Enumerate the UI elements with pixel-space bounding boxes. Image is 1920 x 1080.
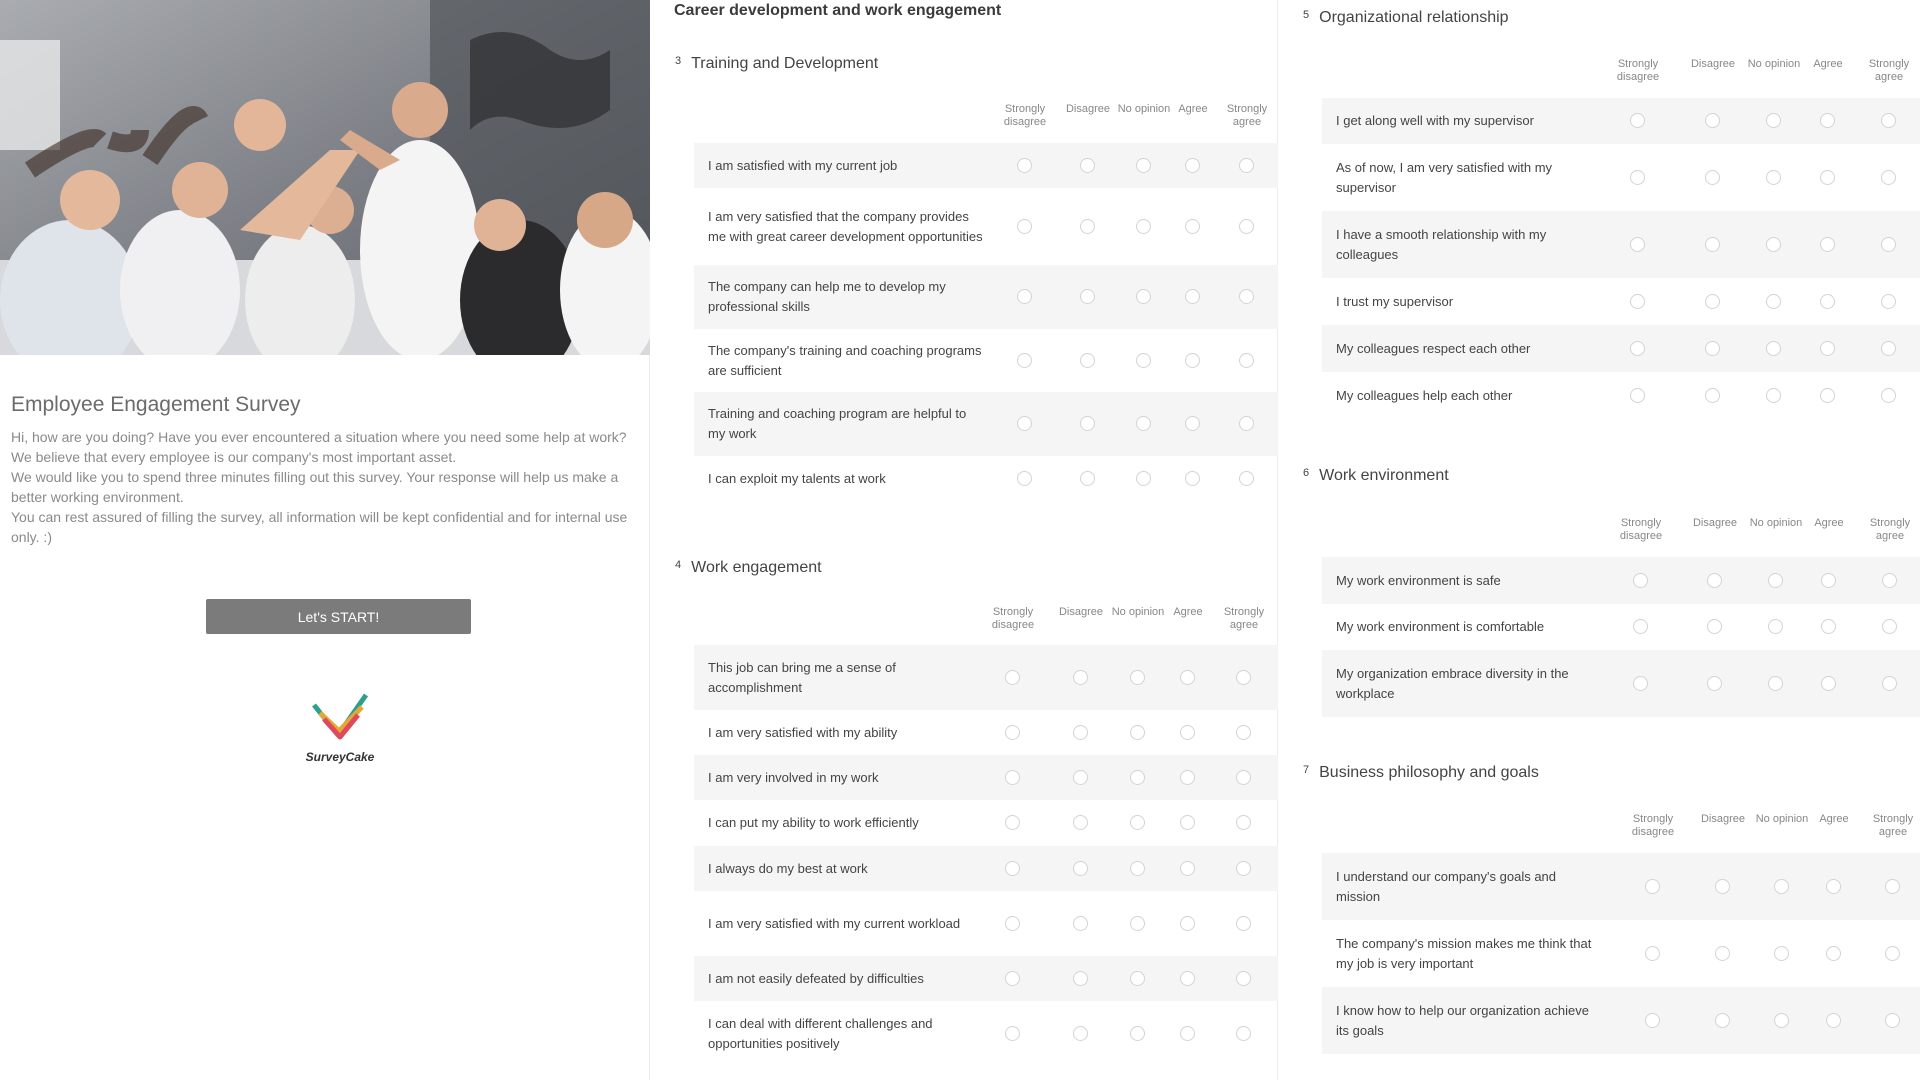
scale-label: Disagree [1692, 517, 1738, 529]
scale-label: Strongly disagree [1003, 103, 1047, 128]
answer-radio[interactable] [1005, 861, 1020, 876]
question-row [694, 755, 1278, 800]
question-text: The company's mission makes me think that my job is very important [1336, 935, 1592, 971]
surveycake-check-icon [310, 693, 370, 743]
question-text: I am very involved in my work [708, 769, 879, 785]
answer-radio[interactable] [1073, 861, 1088, 876]
question-row [694, 956, 1278, 1001]
intro-paragraph: You can rest assured of filling the survey, all information will be kept confidential and for internal use only. :) [11, 509, 628, 545]
answer-radio[interactable] [1180, 861, 1195, 876]
question-row [694, 891, 1278, 956]
answer-radio[interactable] [1236, 861, 1251, 876]
answer-radio[interactable] [1180, 971, 1195, 986]
section-number: 7 [1303, 764, 1310, 776]
scale-label: Disagree [1700, 813, 1746, 825]
answer-radio[interactable] [1005, 725, 1020, 740]
section-title: Organizational relationship [1319, 9, 1509, 26]
section-title: Work environment [1319, 467, 1449, 484]
answer-radio[interactable] [1645, 1013, 1660, 1028]
question-text: I am very satisfied with my current workload [708, 915, 961, 931]
scale-header [1279, 813, 1920, 839]
question-text: My work environment is safe [1336, 572, 1501, 588]
question-text: My work environment is comfortable [1336, 619, 1545, 634]
scale-label: Strongly disagree [991, 606, 1035, 631]
answer-radio[interactable] [1236, 725, 1251, 740]
answer-radio[interactable] [1180, 725, 1195, 740]
answer-radio[interactable] [1774, 879, 1789, 894]
question-text: I can deal with different challenges and opportunities positively [708, 1016, 933, 1051]
answer-radio[interactable] [1826, 879, 1841, 894]
question-text: As of now, I am very satisfied with my supervisor [1336, 159, 1553, 195]
scale-label: Strongly agree [1869, 517, 1911, 542]
scale-label: Strongly agree [1868, 58, 1910, 83]
answer-radio[interactable] [1826, 946, 1841, 961]
answer-radio[interactable] [1180, 770, 1195, 785]
answer-radio[interactable] [1236, 1026, 1251, 1041]
question-row [694, 710, 1278, 755]
question-text: I always do my best at work [708, 860, 868, 876]
question-text: The company can help me to develop my professional skills [708, 279, 946, 314]
question-text: My organization embrace diversity in the workplace [1336, 665, 1569, 701]
scale-header [651, 606, 1277, 632]
scale-label: Disagree [1065, 103, 1111, 115]
answer-radio[interactable] [1073, 770, 1088, 785]
scale-label: Agree [1813, 58, 1843, 70]
question-text: Training and coaching program are helpful to my work [708, 406, 967, 441]
section-title: Business philosophy and goals [1319, 764, 1539, 781]
scale-label: Disagree [1058, 606, 1104, 618]
question-text: I trust my supervisor [1336, 293, 1454, 309]
start-button[interactable]: Let's START! [206, 599, 471, 634]
answer-radio[interactable] [1005, 1026, 1020, 1041]
answer-radio[interactable] [1073, 971, 1088, 986]
answer-radio[interactable] [1005, 815, 1020, 830]
intro-paragraph: We would like you to spend three minutes filling out this survey. Your response will help us make a better working environment. [11, 469, 619, 505]
scale-label: No opinion [1747, 58, 1801, 70]
answer-radio[interactable] [1180, 670, 1195, 685]
answer-radio[interactable] [1236, 971, 1251, 986]
scale-label: No opinion [1755, 813, 1809, 825]
answer-radio[interactable] [1774, 946, 1789, 961]
scale-label: Disagree [1690, 58, 1736, 70]
surveycake-logo [300, 693, 380, 763]
answer-radio[interactable] [1236, 815, 1251, 830]
survey-title: Employee Engagement Survey [11, 393, 301, 416]
answer-radio[interactable] [1130, 725, 1145, 740]
survey-panel-right [1279, 0, 1920, 1080]
answer-radio[interactable] [1180, 815, 1195, 830]
section-number: 5 [1303, 9, 1310, 21]
intro-panel [0, 0, 650, 1080]
question-row [1322, 853, 1920, 920]
question-text: I understand our company's goals and mission [1336, 868, 1557, 904]
section-header [1303, 764, 1539, 782]
answer-radio[interactable] [1715, 879, 1730, 894]
question-text: I get along well with my supervisor [1336, 113, 1534, 128]
scale-label: No opinion [1117, 103, 1171, 115]
answer-radio[interactable] [1180, 1026, 1195, 1041]
intro-paragraph: We believe that every employee is our company's most important asset. [11, 449, 457, 465]
question-text: I know how to help our organization achieve its goals [1336, 1002, 1589, 1038]
answer-radio[interactable] [1005, 971, 1020, 986]
scale-label: Strongly agree [1226, 103, 1268, 128]
question-row [1322, 987, 1920, 1054]
hero-image [0, 0, 650, 355]
answer-radio[interactable] [1005, 916, 1020, 931]
answer-radio[interactable] [1774, 1013, 1789, 1028]
answer-radio[interactable] [1130, 815, 1145, 830]
scale-label: Strongly disagree [1631, 813, 1675, 838]
section-number: 6 [1303, 467, 1310, 479]
question-text: I can put my ability to work efficiently [708, 815, 919, 830]
answer-radio[interactable] [1130, 1026, 1145, 1041]
question-text: This job can bring me a sense of accomplishment [708, 659, 896, 695]
logo-name: SurveyCake [305, 750, 375, 764]
section-number: 4 [675, 559, 682, 571]
question-text: I am very satisfied with my ability [708, 724, 898, 740]
scale-label: Agree [1819, 813, 1849, 825]
section-header [675, 559, 822, 577]
scale-label: Strongly agree [1872, 813, 1914, 838]
answer-radio[interactable] [1073, 725, 1088, 740]
scale-label: Agree [1173, 606, 1203, 618]
answer-radio[interactable] [1130, 916, 1145, 931]
answer-radio[interactable] [1885, 879, 1900, 894]
question-text: I am not easily defeated by difficulties [708, 970, 924, 986]
answer-radio[interactable] [1073, 1026, 1088, 1041]
scale-label: No opinion [1749, 517, 1803, 529]
answer-radio[interactable] [1645, 946, 1660, 961]
survey-section [651, 0, 1277, 1080]
survey-panel-middle [651, 0, 1278, 1080]
scale-label: Strongly agree [1223, 606, 1265, 631]
question-row [694, 1001, 1278, 1067]
answer-radio[interactable] [1073, 670, 1088, 685]
answer-radio[interactable] [1885, 1013, 1900, 1028]
answer-radio[interactable] [1826, 1013, 1841, 1028]
question-text: I am very satisfied that the company provides me with great career development opportunities [708, 208, 983, 244]
section-title: Work engagement [691, 559, 822, 576]
answer-radio[interactable] [1180, 916, 1195, 931]
question-text: I can exploit my talents at work [708, 470, 886, 486]
question-text: I am satisfied with my current job [708, 157, 898, 173]
answer-radio[interactable] [1130, 861, 1145, 876]
question-row [694, 645, 1278, 710]
intro-paragraph: Hi, how are you doing? Have you ever encountered a situation where you need some help at work? [11, 429, 627, 445]
category-title: Career development and work engagement [674, 2, 1002, 19]
answer-radio[interactable] [1236, 670, 1251, 685]
question-row [694, 846, 1278, 891]
section-title: Training and Development [691, 55, 879, 72]
scale-label: Strongly disagree [1616, 58, 1660, 83]
survey-section [1279, 0, 1920, 1080]
answer-radio[interactable] [1715, 1013, 1730, 1028]
answer-radio[interactable] [1005, 670, 1020, 685]
answer-radio[interactable] [1715, 946, 1730, 961]
answer-radio[interactable] [1073, 916, 1088, 931]
question-row [1322, 920, 1920, 987]
question-text: My colleagues help each other [1336, 387, 1513, 403]
section-number: 3 [675, 55, 682, 67]
answer-radio[interactable] [1130, 670, 1145, 685]
answer-radio[interactable] [1073, 815, 1088, 830]
answer-radio[interactable] [1130, 971, 1145, 986]
question-text: My colleagues respect each other [1336, 340, 1531, 356]
answer-radio[interactable] [1236, 916, 1251, 931]
answer-radio[interactable] [1885, 946, 1900, 961]
answer-radio[interactable] [1236, 770, 1251, 785]
intro-text [11, 427, 641, 547]
scale-label: Strongly disagree [1619, 517, 1663, 542]
question-row [694, 800, 1278, 846]
scale-label: Agree [1178, 103, 1208, 115]
scale-label: No opinion [1111, 606, 1165, 618]
answer-radio[interactable] [1130, 770, 1145, 785]
question-text: I have a smooth relationship with my colleagues [1336, 226, 1547, 262]
answer-radio[interactable] [1005, 770, 1020, 785]
question-text: The company's training and coaching programs are sufficient [708, 342, 982, 378]
answer-radio[interactable] [1645, 879, 1660, 894]
scale-label: Agree [1814, 517, 1844, 529]
